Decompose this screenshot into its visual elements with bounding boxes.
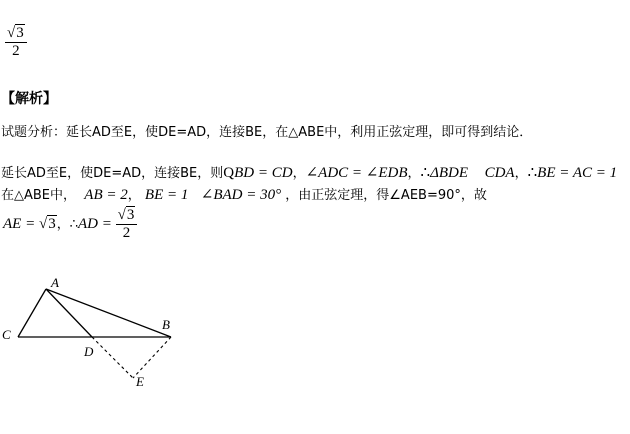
segment-de-dashed	[92, 337, 133, 378]
line1-cda: CDA	[484, 165, 515, 181]
line2-prefix: 在△ABE中，	[1, 188, 77, 203]
line1-eq-angles: ∠ADC = ∠EDB	[305, 165, 408, 181]
segment-ca	[18, 289, 46, 337]
line2-eq-angle-bad: ∠BAD = 30°	[200, 187, 282, 203]
segment-ad	[46, 289, 92, 337]
line1-q: Q	[223, 165, 235, 181]
line1-eq-be-ac: BE = AC = 1	[537, 165, 618, 181]
line2-eq-ab: AB = 2	[84, 187, 128, 203]
line1-sep2: ，	[407, 166, 421, 181]
label-e: E	[136, 374, 144, 389]
segment-be-dashed	[133, 337, 171, 378]
line2-suffix: ，由正弦定理，得∠AEB=90°，故	[285, 188, 487, 203]
line1-sep1: ，	[292, 166, 306, 181]
analysis-text: 试题分析：延长AD至E，使DE=AD，连接BE，在△ABE中，利用正弦定理，即可得到结论．	[1, 125, 533, 140]
segment-ab	[46, 289, 171, 337]
top-fraction-numerator: √3	[7, 25, 24, 41]
line3-ae: AE =	[3, 216, 39, 232]
line3-therefore: ，∴	[56, 217, 78, 232]
line3-sqrt: √3	[38, 216, 56, 232]
line2-eq-be: BE = 1	[144, 187, 189, 203]
line1-sep3: ，	[514, 166, 528, 181]
label-a: A	[51, 275, 59, 290]
line1-triangle-bde: ΔBDE	[430, 165, 469, 181]
line1-eq-bd-cd: BD = CD	[234, 165, 293, 181]
label-c: C	[2, 327, 11, 342]
top-fraction-denominator: 2	[12, 43, 20, 59]
therefore-symbol: ∴	[527, 165, 538, 181]
therefore-symbol: ∴	[420, 165, 431, 181]
label-b: B	[162, 317, 170, 332]
label-d: D	[84, 344, 94, 359]
line3-ad: AD =	[77, 216, 116, 232]
line3-fraction: $\frac{√3}{2}$	[116, 208, 138, 241]
section-heading: 【解析】	[1, 91, 57, 107]
line2-sep1: ，	[127, 188, 141, 203]
line1-prefix: 延长AD至E，使DE=AD，连接BE，则	[1, 166, 224, 181]
